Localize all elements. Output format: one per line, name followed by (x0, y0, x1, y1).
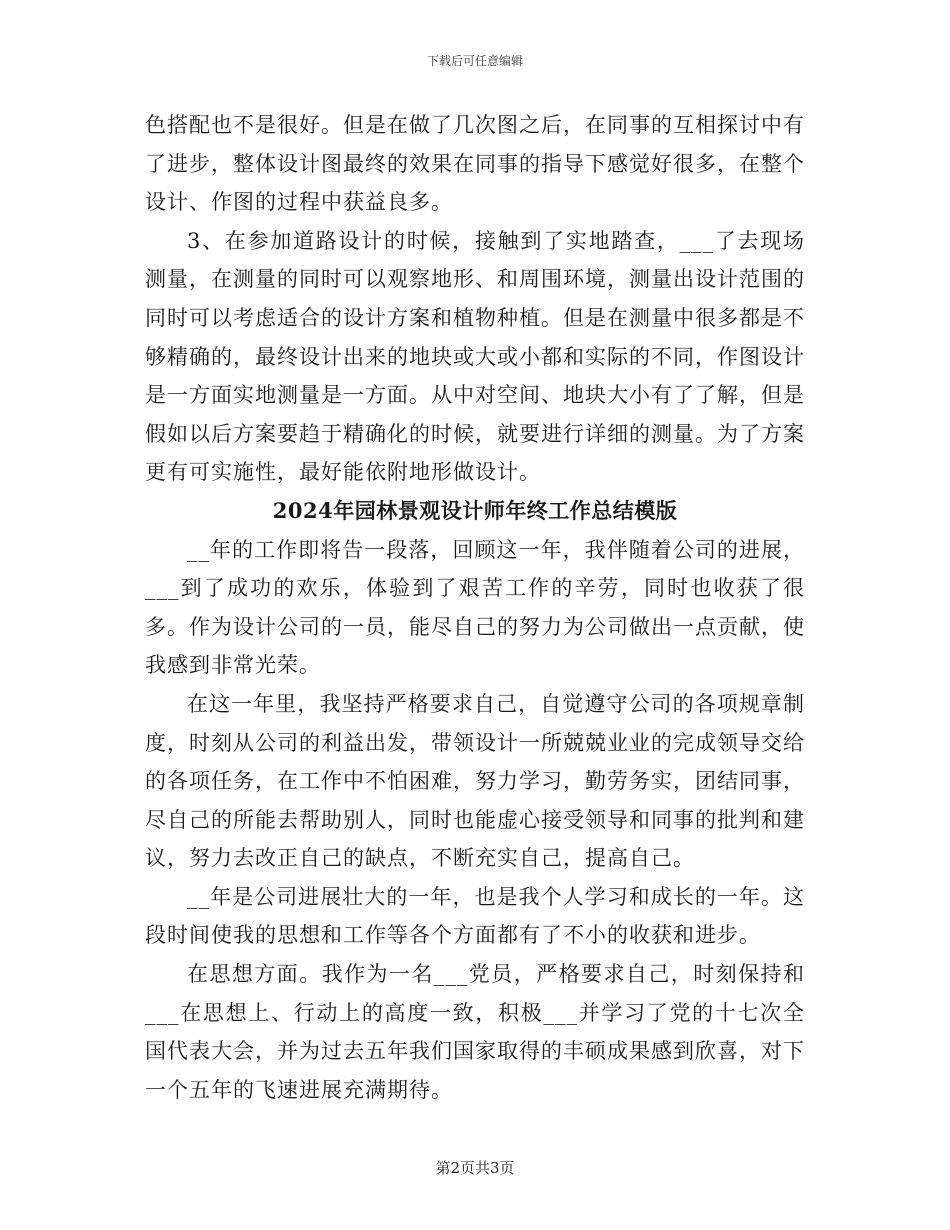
page-header: 下载后可任意编辑 (426, 54, 523, 68)
paragraph-self-discipline: 在这一年里，我坚持严格要求自己，自觉遵守公司的各项规章制度，时刻从公司的利益出发，带领设计一所兢兢业业的完成领导交给的各项任务，在工作中不怕困难，努力学习，勤劳务实，团结同事，尽自己的所能去帮助别人，同时也能虚心接受领导和同事的批判和建议，努力去改正自己的缺点，不断充实自己，提高自己。 (145, 691, 805, 871)
paragraph-growth: __年是公司进展壮大的一年，也是我个人学习和成长的一年。这段时间使我的思想和工作等各个方面都有了不小的收获和进步。 (145, 884, 805, 948)
page-number: 第2页共3页 (435, 1159, 515, 1177)
document-body (145, 106, 805, 1109)
paragraph-ideology: 在思想方面。我作为一名___党员，严格要求自己，时刻保持和___在思想上、行动上的高度一致，积极___并学习了党的十七次全国代表大会，并为过去五年我们国家取得的丰硕成果感到欣喜，对下一个五年的飞速进展充满期待。 (145, 962, 805, 1102)
paragraph-year-review: __年的工作即将告一段落，回顾这一年，我伴随着公司的进展，___到了成功的欢乐，体验到了艰苦工作的辛劳，同时也收获了很多。作为设计公司的一员，能尽自己的努力为公司做出一点贡献，使我感到非常光荣。 (145, 537, 805, 678)
paragraph-continuation: 色搭配也不是很好。但是在做了几次图之后，在同事的互相探讨中有了进步，整体设计图最终的效果在同事的指导下感觉好很多，在整个设计、作图的过程中获益良多。 (145, 113, 805, 215)
section-title: 2024年园林景观设计师年终工作总结模版 (272, 497, 678, 523)
paragraph-road-design: 3、在参加道路设计的时候，接触到了实地踏查，___了去现场测量，在测量的同时可以观察地形、和周围环境，测量出设计范围的同时可以考虑适合的设计方案和植物种植。但是在测量中很多都是不够精确的，最终设计出来的地块或大或小都和实际的不同，作图设计是一方面实地测量是一方面。从中对空间、地块大小有了了解，但是假如以后方案要趋于精确化的时候，就要进行详细的测量。为了方案更有可实施性，最好能依附地形做设计。 (145, 228, 805, 485)
